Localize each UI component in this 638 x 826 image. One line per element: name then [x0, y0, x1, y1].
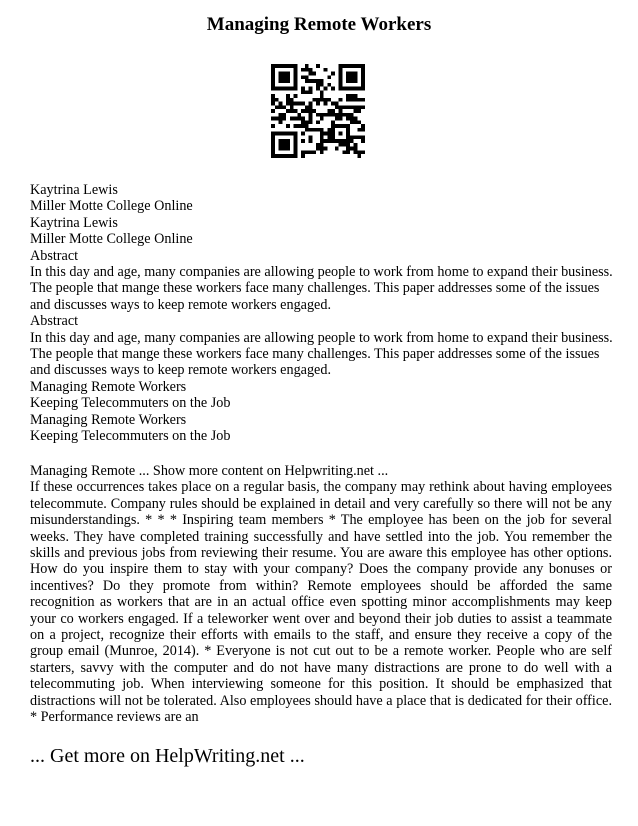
abstract-heading: Abstract: [30, 247, 79, 264]
preview-lead: Managing Remote ... Show more content on Helpwriting.net ...: [30, 463, 389, 479]
abstract-line: In this day and age, many companies are allowing people to work from home to expand their business.: [30, 264, 613, 281]
document-body: [30, 182, 613, 445]
get-more-link[interactable]: ... Get more on HelpWriting.net ...: [30, 745, 305, 767]
institution: Miller Motte College Online: [30, 198, 193, 215]
abstract-line: In this day and age, many companies are allowing people to work from home to expand their business.: [30, 329, 613, 346]
section-heading: Managing Remote Workers: [30, 411, 187, 428]
document-title: Managing Remote Workers: [206, 14, 432, 35]
section-heading: Managing Remote Workers: [30, 378, 187, 395]
abstract-line: The people that mange these workers face many challenges. This paper addresses some of the issues: [30, 280, 600, 297]
author-name: Kaytrina Lewis: [30, 182, 118, 198]
section-subheading: Keeping Telecommuters on the Job: [30, 395, 231, 412]
abstract-heading: Abstract: [30, 313, 79, 330]
institution: Miller Motte College Online: [30, 231, 193, 248]
preview-text: If these occurrences takes place on a regular basis, the company may rethink about having employees telecommute. Company rules should be explained in detail and very carefully so there will not be any misunderstandings. * * * Inspiring team members * The employee has been on the job for several weeks. They have completed training successfully and have settled into the job. You remember the skills and previous jobs from reviewing their resume. You are aware this employee has other options. How do you inspire them to stay with your company? Does the company provide any bonuses or incentives? Do they promote from within? Remote employees should be afforded the same recognition as workers that are in an actual office even spotting minor accomplishments may keep your co workers engaged. If a teleworker went over and beyond their job duties to assist a teammate on a project, recognize their efforts with emails to the staff, and ensure they receive a copy of the group email (Munroe, 2014). * Everyone is not cut out to be a remote worker. People who are self starters, savvy with the computer and do not have many distractions are prone to do well with a telecommuting job. When interviewing someone for this position. It should be emphasized that distractions will not be tolerated. Also employees should have a place that is dedicated for their office. * Performance reviews are an: [30, 479, 612, 726]
abstract-line: and discusses ways to keep remote workers engaged.: [30, 296, 331, 313]
author-name: Kaytrina Lewis: [30, 214, 118, 231]
abstract-line: and discusses ways to keep remote workers engaged.: [30, 362, 331, 379]
section-subheading: Keeping Telecommuters on the Job: [30, 428, 231, 445]
preview-paragraph: [30, 463, 612, 726]
abstract-line: The people that mange these workers face many challenges. This paper addresses some of the issues: [30, 346, 600, 363]
qr-code: [271, 64, 365, 158]
